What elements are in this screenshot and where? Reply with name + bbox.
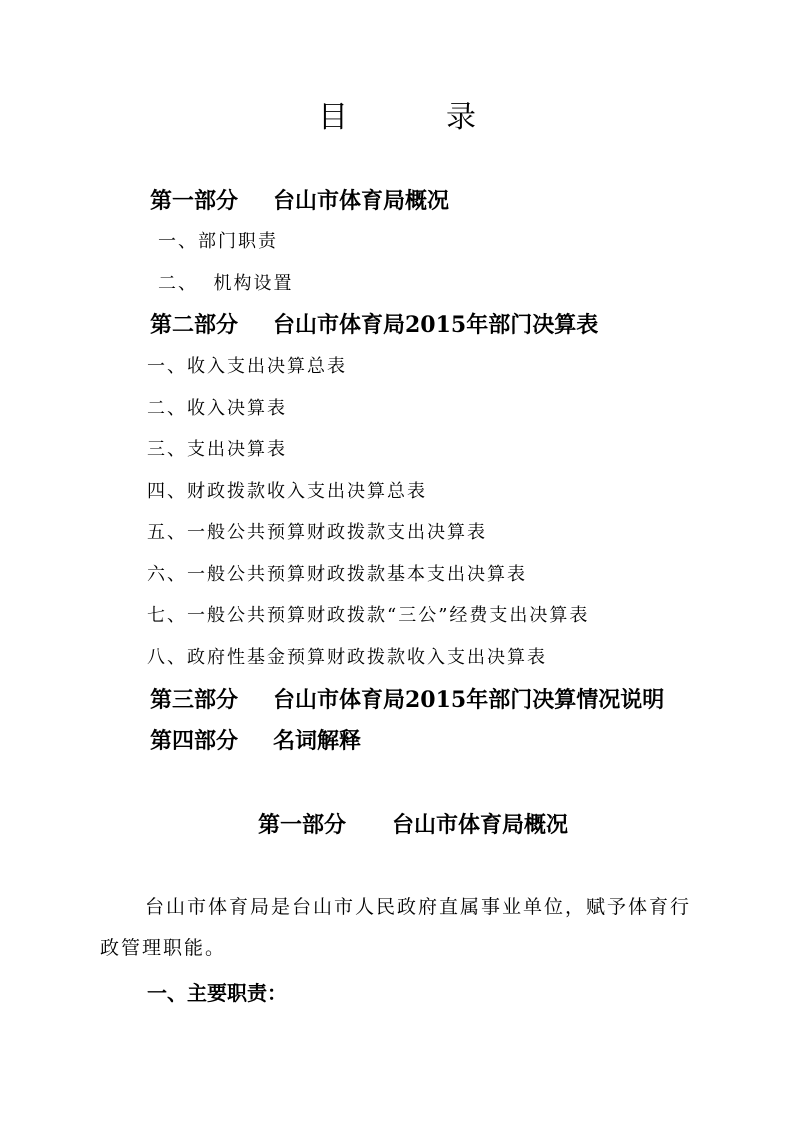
toc-part2-item-6: 六、一般公共预算财政拨款基本支出决算表 — [147, 564, 527, 585]
section-heading-label: 第一部分 — [258, 812, 347, 838]
toc-part3-name: 台山市体育局2015年部门决算情况说明 — [273, 687, 665, 713]
section-paragraph-line-2: 政管理职能。 — [100, 937, 227, 959]
toc-part2-item-2: 二、收入决算表 — [147, 398, 287, 419]
toc-part2-item-7: 七、一般公共预算财政拨款“三公”经费支出决算表 — [147, 605, 590, 626]
page-title-right-char: 录 — [446, 100, 476, 135]
toc-part1-label: 第一部分 — [150, 188, 239, 214]
page-title-left-char: 目 — [318, 100, 348, 135]
toc-part1-name: 台山市体育局概况 — [273, 188, 450, 214]
toc-part2-label: 第二部分 — [150, 312, 239, 338]
section-heading-name: 台山市体育局概况 — [392, 812, 569, 838]
toc-part1-item-1: 一、部门职责 — [158, 231, 278, 252]
toc-part2-item-5: 五、一般公共预算财政拨款支出决算表 — [147, 522, 487, 543]
toc-part4-name: 名词解释 — [273, 728, 362, 754]
toc-part2-item-3: 三、支出决算表 — [147, 439, 287, 460]
toc-part4-label: 第四部分 — [150, 728, 239, 754]
section-subheading: 一、主要职责： — [147, 981, 287, 1005]
section-paragraph-line-1: 台山市体育局是台山市人民政府直属事业单位，赋予体育行 — [145, 896, 692, 918]
toc-part3-label: 第三部分 — [150, 687, 239, 713]
toc-part2-name: 台山市体育局2015年部门决算表 — [273, 312, 599, 338]
toc-part2-item-4: 四、财政拨款收入支出决算总表 — [147, 481, 427, 502]
toc-part2-item-1: 一、收入支出决算总表 — [147, 356, 347, 377]
toc-part2-item-8: 八、政府性基金预算财政拨款收入支出决算表 — [147, 647, 547, 668]
toc-part1-item-2: 二、 机构设置 — [158, 273, 294, 294]
